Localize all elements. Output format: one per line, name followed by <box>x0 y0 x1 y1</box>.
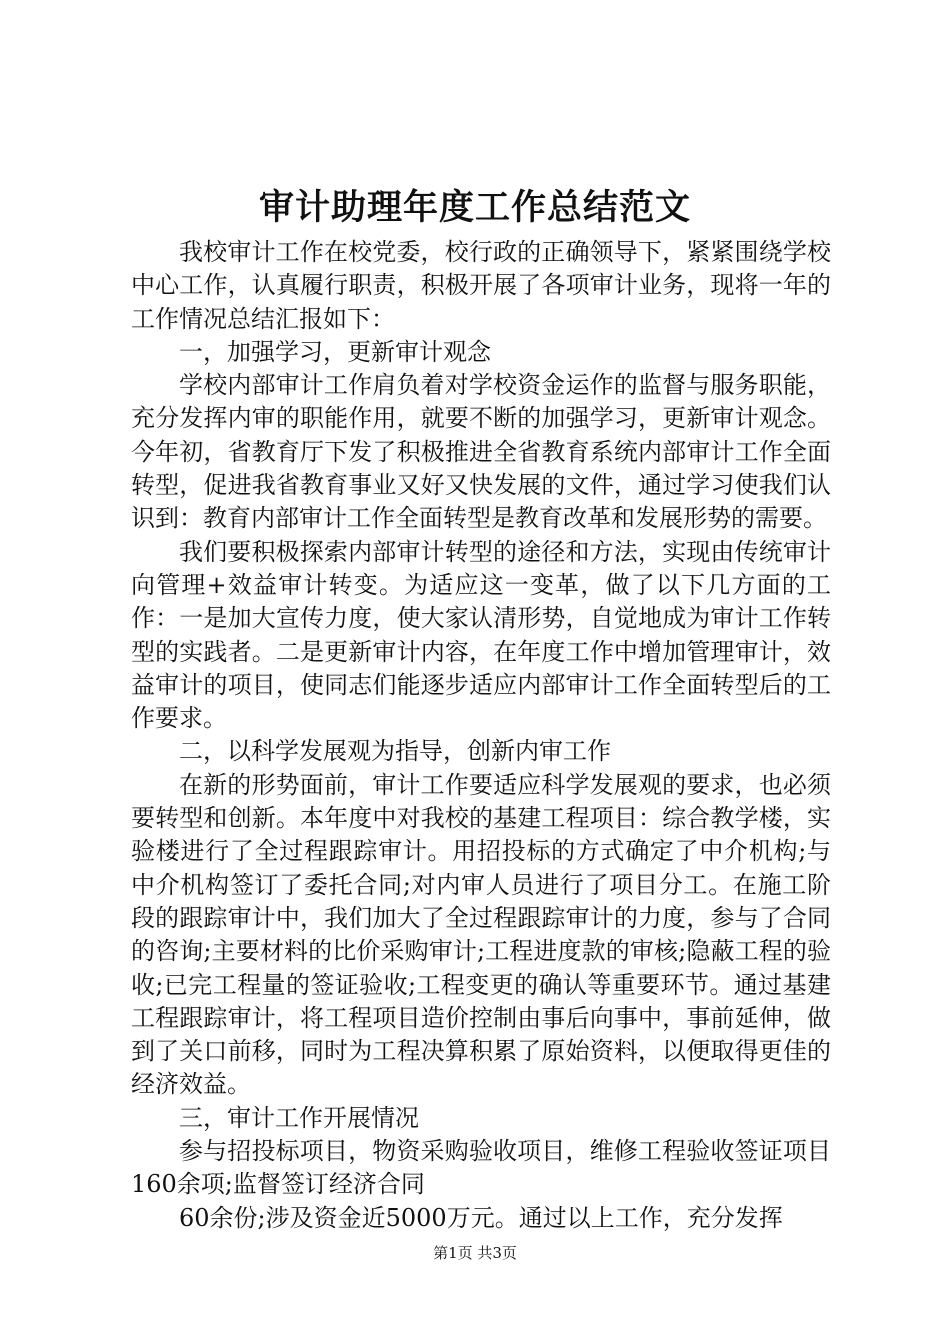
paragraph-1: 学校内部审计工作肩负着对学校资金运作的监督与服务职能，充分发挥内审的职能作用，就要不断的加强学习，更新审计观念。今年初，省教育厅下发了积极推进全省教育系统内部审计工作全面转型，促进我省教育事业又好又快发展的文件，通过学习使我们认识到：教育内部审计工作全面转型是教育改革和发展形势的需要。 <box>131 371 831 533</box>
page-number-footer: 第1页 共3页 <box>433 1244 517 1262</box>
document-title: 审计助理年度工作总结范文 <box>258 187 691 228</box>
paragraph-intro: 我校审计工作在校党委，校行政的正确领导下，紧紧围绕学校中心工作，认真履行职责，积极开展了各项审计业务，现将一年的工作情况总结汇报如下： <box>131 238 831 333</box>
section-heading-1: 一，加强学习，更新审计观念 <box>179 337 491 366</box>
section-heading-2: 二，以科学发展观为指导，创新内审工作 <box>179 737 611 766</box>
document-body <box>131 236 831 1235</box>
paragraph-5: 60余份;涉及资金近5000万元。通过以上工作，充分发挥 <box>179 1203 783 1232</box>
paragraph-2: 我们要积极探索内部审计转型的途径和方法，实现由传统审计向管理+效益审计转变。为适应这一变革，做了以下几方面的工作：一是加大宣传力度，使大家认清形势，自觉地成为审计工作转型的实践者。二是更新审计内容，在年度工作中增加管理审计，效益审计的项目，使同志们能逐步适应内部审计工作全面转型后的工作要求。 <box>131 537 831 733</box>
paragraph-4: 参与招投标项目，物资采购验收项目，维修工程验收签证项目160余项;监督签订经济合同 <box>131 1137 831 1199</box>
section-heading-3: 三，审计工作开展情况 <box>179 1103 419 1132</box>
paragraph-3: 在新的形势面前，审计工作要适应科学发展观的要求，也必须要转型和创新。本年度中对我校的基建工程项目：综合教学楼，实验楼进行了全过程跟踪审计。用招投标的方式确定了中介机构;与中介机构签订了委托合同;对内审人员进行了项目分工。在施工阶段的跟踪审计中，我们加大了全过程跟踪审计的力度，参与了合同的咨询;主要材料的比价采购审计;工程进度款的审核;隐蔽工程的验收;已完工程量的签证验收;工程变更的确认等重要环节。通过基建工程跟踪审计，将工程项目造价控制由事后向事中，事前延伸，做到了关口前移，同时为工程决算积累了原始资料，以便取得更佳的经济效益。 <box>131 770 831 1099</box>
